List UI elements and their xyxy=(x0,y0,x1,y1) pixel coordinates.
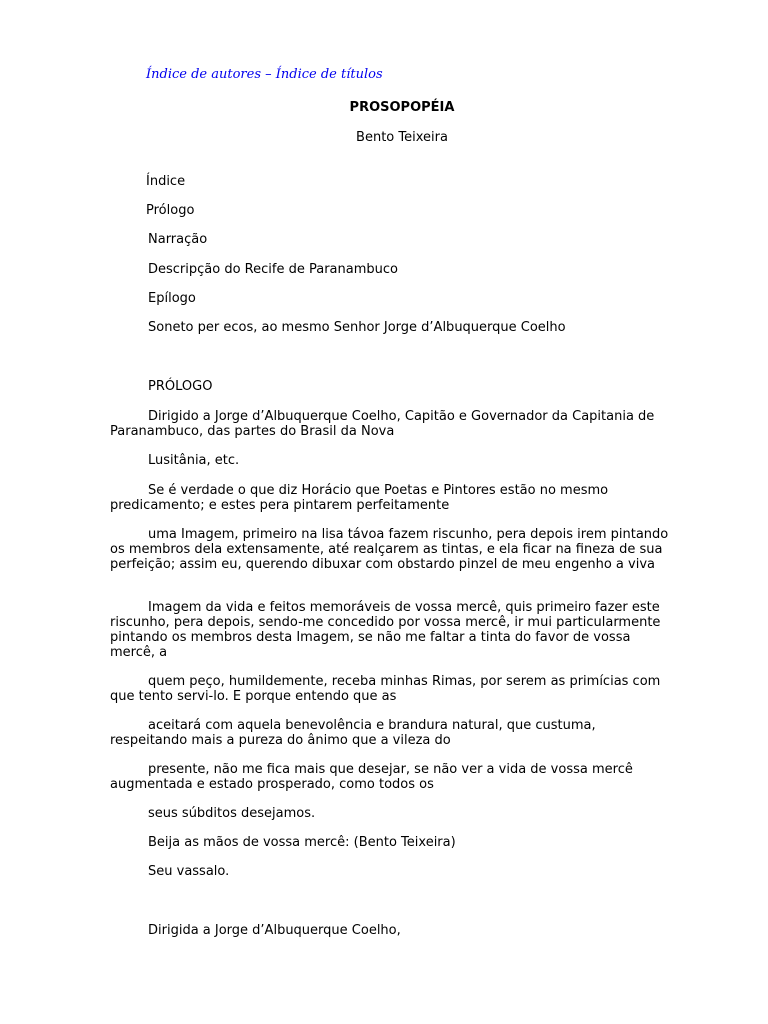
authors-index-link[interactable]: Índice de autores xyxy=(146,67,261,82)
toc-heading: Índice xyxy=(146,174,186,189)
toc-item-soneto[interactable]: Soneto per ecos, ao mesmo Senhor Jorge d’Albuquerque Coelho xyxy=(148,320,566,335)
prologue-paragraph: Imagem da vida e feitos memoráveis de vossa mercê, quis primeiro fazer este riscunho, pera depois, sendo-me concedido por vossa mercê, ir mui particularmente pintando os membros desta Imagem, se não me faltar a tinta do favor de vossa mercê, a xyxy=(110,600,661,660)
prologue-paragraph: Dirigido a Jorge d’Albuquerque Coelho, Capitão e Governador da Capitania de Paranambuco, das partes do Brasil da Nova xyxy=(110,409,655,439)
document-title: PROSOPOPÉIA xyxy=(349,100,455,115)
prologue-paragraph: quem peço, humildemente, receba minhas Rimas, por serem as primícias com que tento servi-lo. E porque entendo que as xyxy=(110,674,661,704)
dedication-line: Dirigida a Jorge d’Albuquerque Coelho, xyxy=(148,923,401,938)
nav-separator: – xyxy=(261,67,276,82)
prologue-paragraph: uma Imagem, primeiro na lisa távoa fazem riscunho, pera depois irem pintando os membros dela extensamente, até realçarem as tintas, e ela ficar na fineza de sua perfeição; assim eu, querendo dibuxar com obstardo pinzel de meu engenho a viva xyxy=(110,527,669,572)
prologue-paragraph: aceitará com aquela benevolência e brandura natural, que custuma, respeitando mais a pureza do ânimo que a vileza do xyxy=(110,718,596,748)
toc-item-descripcao[interactable]: Descripção do Recife de Paranambuco xyxy=(148,262,398,277)
document-author: Bento Teixeira xyxy=(356,130,448,145)
toc-item-prologo[interactable]: Prólogo xyxy=(146,203,195,218)
closing-line: Seu vassalo. xyxy=(148,864,230,879)
index-navigation xyxy=(146,67,383,82)
prologue-paragraph: seus súbditos desejamos. xyxy=(148,806,316,821)
prologue-paragraph: Se é verdade o que diz Horácio que Poetas e Pintores estão no mesmo predicamento; e estes pera pintarem perfeitamente xyxy=(110,483,609,513)
signature-line: Beija as mãos de vossa mercê: (Bento Teixeira) xyxy=(148,835,456,850)
prologue-paragraph: Lusitânia, etc. xyxy=(148,453,240,468)
prologue-paragraph: presente, não me fica mais que desejar, se não ver a vida de vossa mercê augmentada e estado prosperado, como todos os xyxy=(110,762,633,792)
prologue-heading: PRÓLOGO xyxy=(148,379,213,394)
titles-index-link[interactable]: Índice de títulos xyxy=(275,67,383,82)
toc-item-narracao[interactable]: Narração xyxy=(148,232,208,247)
toc-item-epilogo[interactable]: Epílogo xyxy=(148,291,196,306)
